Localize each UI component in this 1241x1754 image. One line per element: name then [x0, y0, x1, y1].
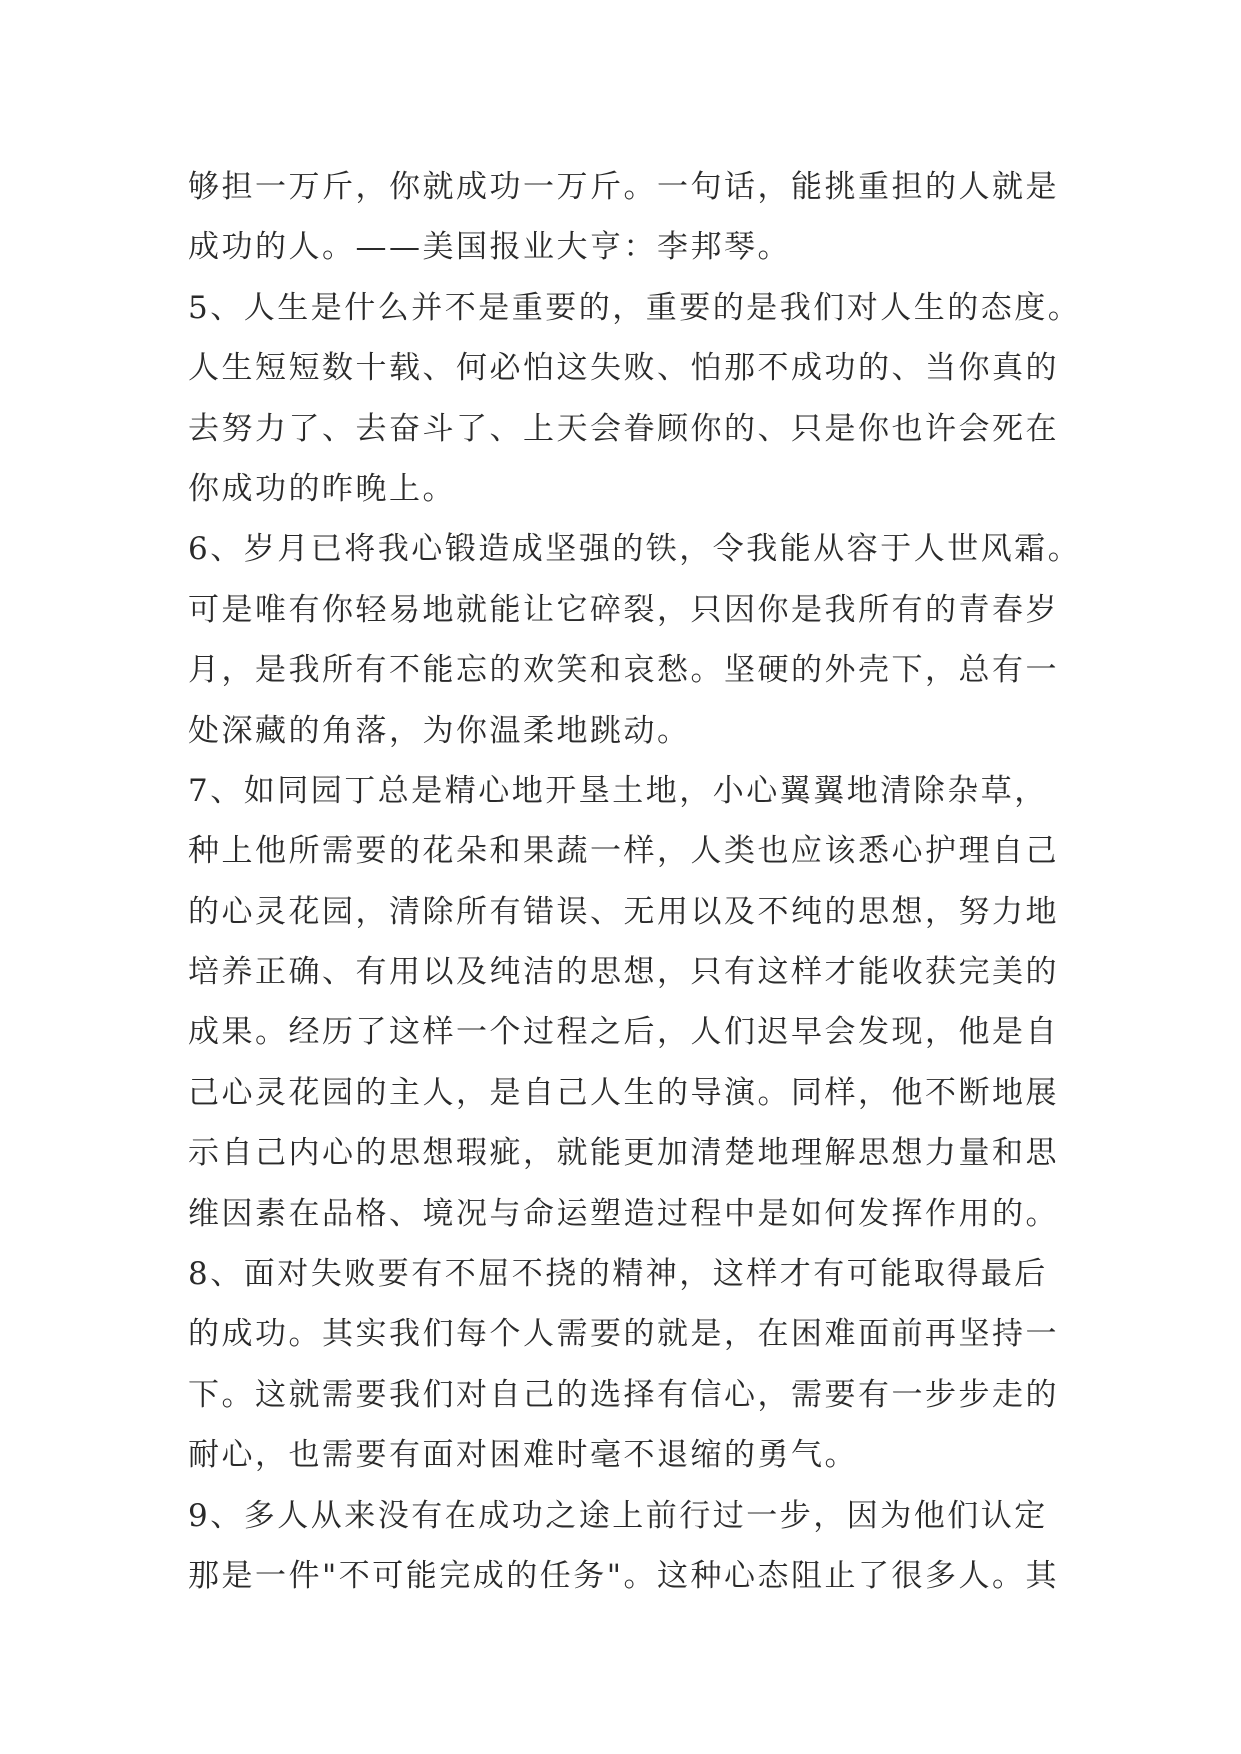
text-line: 7、如同园丁总是精心地开垦土地，小心翼翼地清除杂草， [188, 772, 1048, 809]
text-line: 维因素在品格、境况与命运塑造过程中是如何发挥作用的。 [188, 1195, 1059, 1232]
text-line: 那是一件"不可能完成的任务"。这种心态阻止了很多人。其 [188, 1557, 1060, 1594]
text-line: 可是唯有你轻易地就能让它碎裂，只因你是我所有的青春岁 [188, 591, 1059, 628]
text-line: 6、岁月已将我心锻造成坚强的铁，令我能从容于人世风霜。 [188, 531, 1082, 568]
text-line: 成果。经历了这样一个过程之后，人们迟早会发现，他是自 [188, 1014, 1059, 1051]
text-line: 9、多人从来没有在成功之途上前行过一步，因为他们认定 [188, 1497, 1048, 1534]
body-text [188, 157, 1088, 1606]
text-line: 培养正确、有用以及纯洁的思想，只有这样才能收获完美的 [188, 954, 1059, 991]
text-line: 5、人生是什么并不是重要的，重要的是我们对人生的态度。 [188, 289, 1082, 326]
text-line: 成功的人。——美国报业大亨：李邦琴。 [188, 229, 791, 266]
text-line: 示自己内心的思想瑕疵，就能更加清楚地理解思想力量和思 [188, 1135, 1059, 1172]
text-line: 人生短短数十载、何必怕这失败、怕那不成功的、当你真的 [188, 350, 1059, 387]
text-line: 月，是我所有不能忘的欢笑和哀愁。坚硬的外壳下，总有一 [188, 652, 1059, 689]
text-line: 的成功。其实我们每个人需要的就是，在困难面前再坚持一 [188, 1316, 1059, 1353]
text-line: 种上他所需要的花朵和果蔬一样，人类也应该悉心护理自己 [188, 833, 1059, 870]
text-line: 你成功的昨晚上。 [188, 470, 456, 507]
text-line: 够担一万斤，你就成功一万斤。一句话，能挑重担的人就是 [188, 169, 1059, 205]
text-line: 耐心，也需要有面对困难时毫不退缩的勇气。 [188, 1437, 858, 1474]
text-line: 去努力了、去奋斗了、上天会眷顾你的、只是你也许会死在 [188, 410, 1059, 447]
text-line: 己心灵花园的主人，是自己人生的导演。同样，他不断地展 [188, 1074, 1059, 1111]
text-line: 8、面对失败要有不屈不挠的精神，这样才有可能取得最后 [188, 1256, 1048, 1293]
text-line: 处深藏的角落，为你温柔地跳动。 [188, 712, 691, 749]
text-line: 下。这就需要我们对自己的选择有信心，需要有一步步走的 [188, 1376, 1059, 1413]
text-line: 的心灵花园，清除所有错误、无用以及不纯的思想，努力地 [188, 893, 1059, 930]
